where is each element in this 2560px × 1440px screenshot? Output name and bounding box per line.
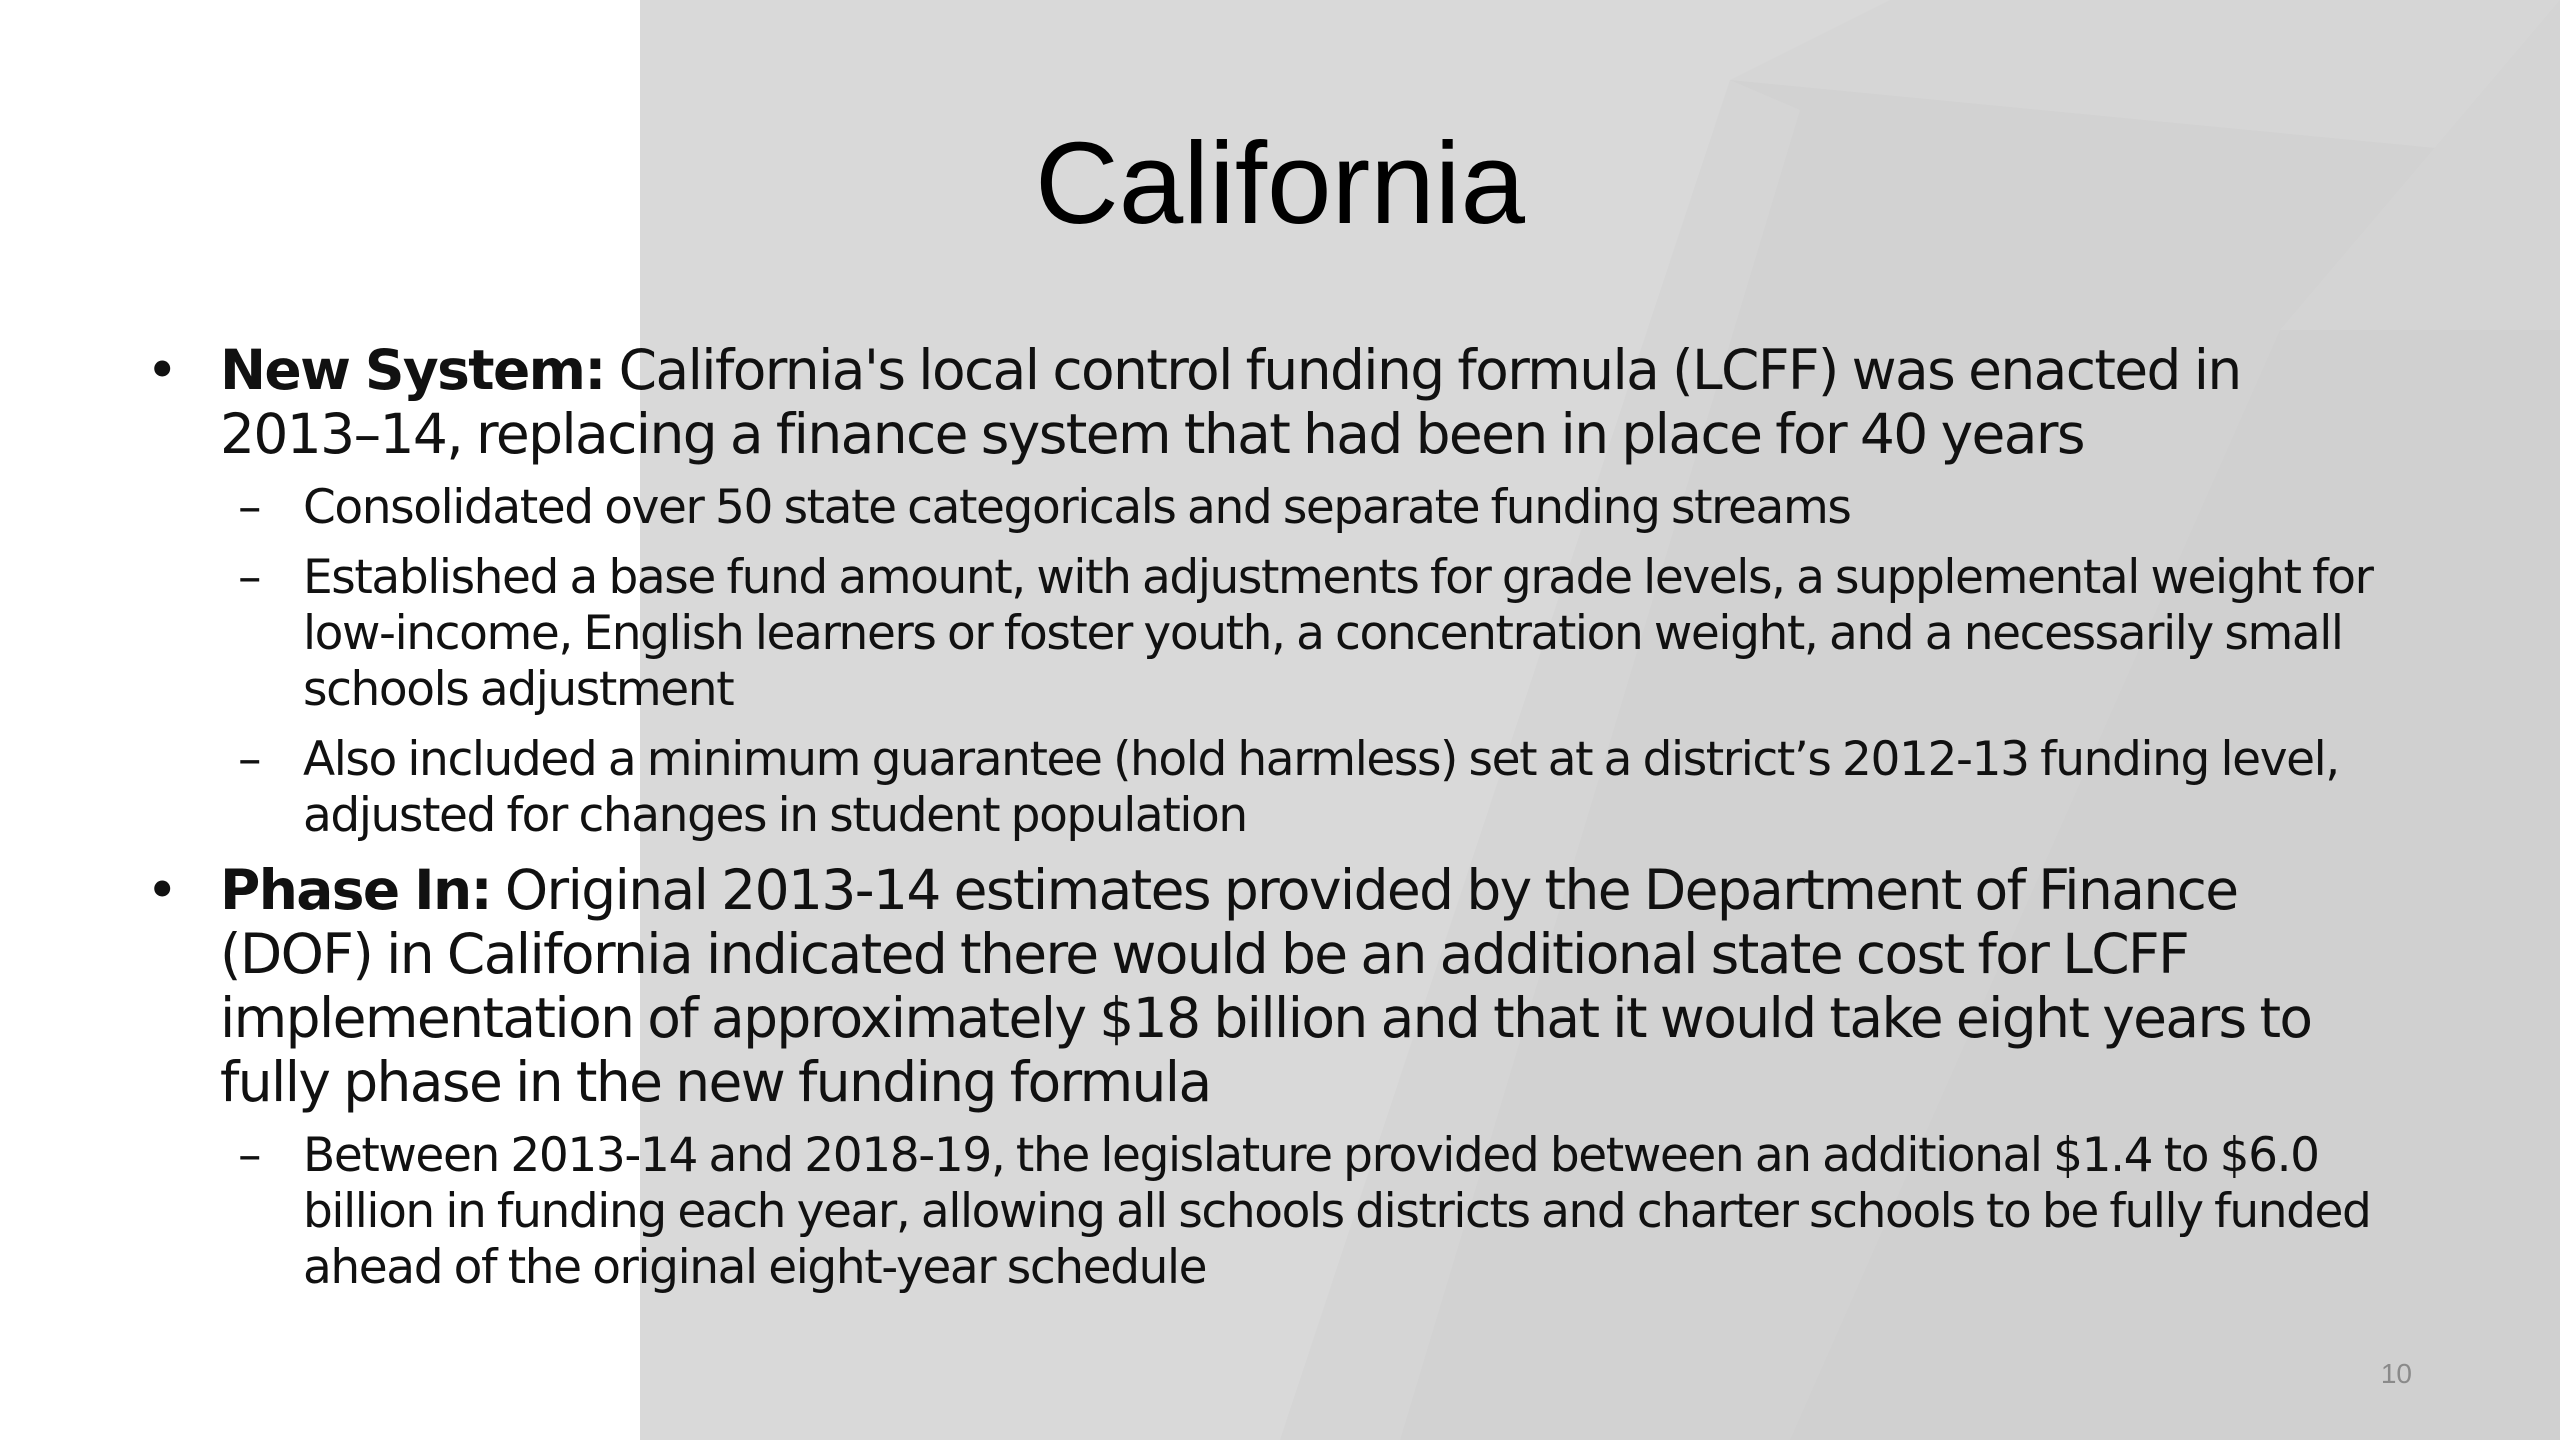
sub-bullet-text: Also included a minimum guarantee (hold harmless) set at a district’s 2012-13 funding level, adjusted for changes in student population <box>303 732 2339 843</box>
sub-bullet <box>140 732 2380 844</box>
sub-bullet <box>140 480 2380 536</box>
slide-body <box>140 338 2380 1310</box>
bullet-lead: Phase In: <box>220 858 491 922</box>
bullet-new-system <box>140 338 2380 466</box>
sub-bullet-glyph: – <box>238 1128 261 1183</box>
bullet-glyph: • <box>146 858 177 922</box>
bullet-glyph: • <box>146 338 177 402</box>
sub-bullet-text: Established a base fund amount, with adjustments for grade levels, a supplemental weight for low-income, English learners or foster youth, a concentration weight, and a necessarily small schools adjustment <box>303 550 2373 717</box>
bullet-text: California's local control funding formula (LCFF) was enacted in 2013–14, replacing a finance system that had been in place for 40 years <box>220 338 2241 466</box>
slide-title <box>0 118 2560 248</box>
sub-bullet <box>140 550 2380 718</box>
slide-title-text: California <box>1035 118 1525 248</box>
bullet-lead: New System: <box>220 338 605 402</box>
sub-bullet-glyph: – <box>238 480 261 535</box>
bullet-phase-in <box>140 858 2380 1114</box>
sub-bullet-glyph: – <box>238 550 261 605</box>
page-number: 10 <box>2380 1358 2412 1389</box>
bullet-text: Original 2013-14 estimates provided by the Department of Finance (DOF) in California indicated there would be an additional state cost for LCFF implementation of approximately $18 billion and that it would take eight years to fully phase in the new funding formula <box>220 858 2312 1114</box>
sub-bullet-text: Between 2013-14 and 2018-19, the legislature provided between an additional $1.4 to $6.0 billion in funding each year, allowing all schools districts and charter schools to be fully funded ahead of the original eight-year schedule <box>303 1128 2371 1295</box>
sub-bullet-text: Consolidated over 50 state categoricals and separate funding streams <box>303 480 1851 535</box>
sub-bullet-glyph: – <box>238 732 261 787</box>
sub-bullet <box>140 1128 2380 1296</box>
